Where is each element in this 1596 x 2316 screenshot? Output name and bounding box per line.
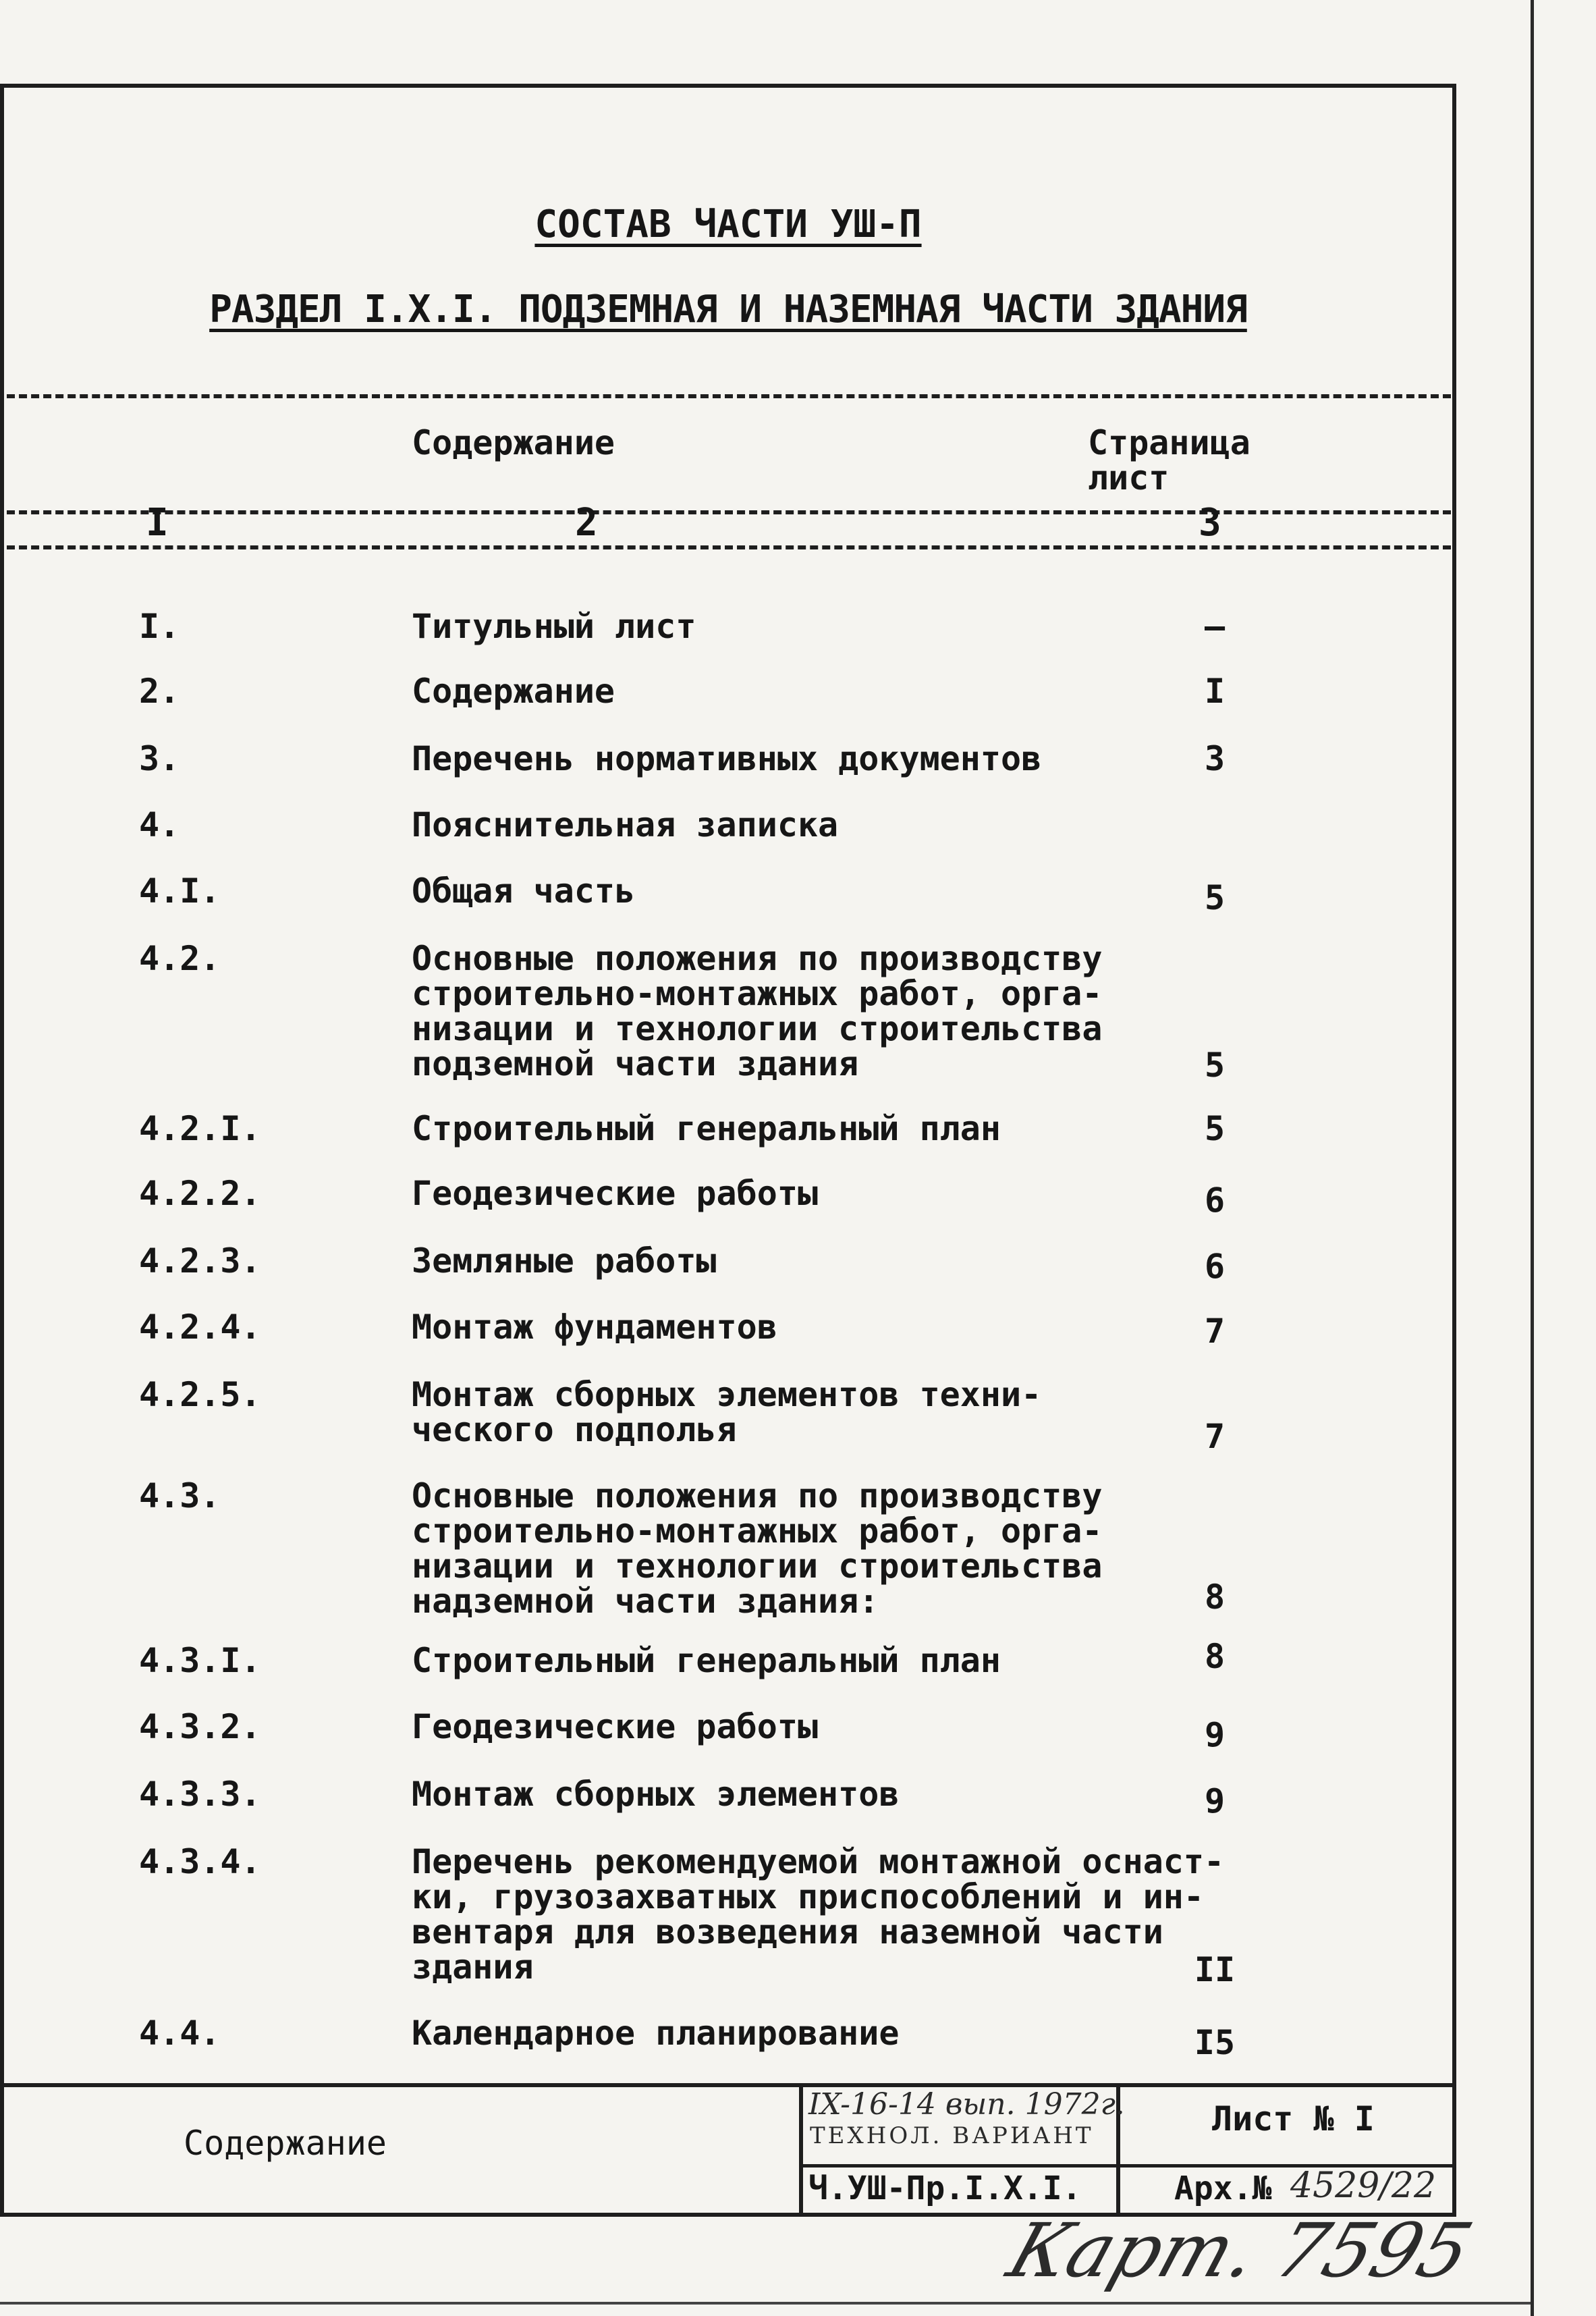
- toc-number: 4.2.I.: [139, 1109, 261, 1148]
- header-mid-rule: [7, 510, 1451, 514]
- toc-number: 4.2.5.: [139, 1375, 261, 1414]
- toc-text: Монтаж сборных элементов: [412, 1775, 900, 1814]
- toc-page: 9: [1204, 1781, 1226, 1821]
- toc-number: 4.3.: [139, 1476, 221, 1515]
- toc-number: 4.3.3.: [139, 1775, 261, 1814]
- toc-page: I5: [1194, 2023, 1236, 2062]
- toc-page: I: [1204, 672, 1226, 711]
- header-bottom-rule: [7, 545, 1451, 549]
- toc-number: 4.3.4.: [139, 1842, 261, 1881]
- toc-text: Строительный генеральный план: [412, 1109, 1001, 1148]
- toc-page: 9: [1204, 1715, 1226, 1754]
- toc-text: Геодезические работы: [412, 1707, 819, 1746]
- toc-text: Титульный лист: [412, 607, 696, 646]
- toc-number: 4.2.4.: [139, 1308, 261, 1347]
- stamp-top-line: [0, 2083, 1456, 2087]
- toc-text: Основные положения по производству строительно-монтажных работ, орга- низации и технологии строительства подземной части здания: [412, 939, 1103, 1083]
- toc-text: Геодезические работы: [412, 1174, 819, 1213]
- handwritten-signature: Карт. 7595: [998, 2207, 1483, 2294]
- column-number-2: 2: [575, 501, 598, 545]
- toc-page: 8: [1204, 1578, 1226, 1617]
- header-top-rule: [7, 394, 1451, 398]
- stamp-divider-left: [799, 2083, 803, 2217]
- toc-page: II: [1194, 1950, 1236, 1989]
- toc-text: Перечень рекомендуемой монтажной оснаст- ки, грузозахватных приспособлений и ин- вентаря для возведения наземной части здания: [412, 1842, 1225, 1987]
- toc-text: Пояснительная записка: [412, 805, 839, 844]
- toc-number: 2.: [139, 672, 180, 711]
- toc-number: 4.2.3.: [139, 1241, 261, 1281]
- toc-number: I.: [139, 607, 180, 646]
- stamp-series: IX-16-14 вып. 1972г.: [808, 2087, 1125, 2122]
- stamp-content-label: Содержание: [184, 2124, 387, 2163]
- stamp-archive-label: Арх.№: [1174, 2170, 1272, 2207]
- toc-text: Общая часть: [412, 871, 636, 911]
- toc-number: 4.3.I.: [139, 1641, 261, 1680]
- toc-text: Календарное планирование: [412, 2014, 900, 2053]
- column-number-3: 3: [1199, 501, 1221, 545]
- toc-page: 5: [1204, 878, 1226, 917]
- toc-number: 4.3.2.: [139, 1707, 261, 1746]
- toc-page: 8: [1204, 1637, 1226, 1676]
- toc-number: 4.I.: [139, 871, 221, 911]
- column-number-1: I: [146, 501, 169, 545]
- toc-page: –: [1204, 607, 1226, 646]
- toc-page: 7: [1204, 1417, 1226, 1456]
- stamp-variant: ТЕХНОЛ. ВАРИАНТ: [810, 2122, 1094, 2149]
- toc-page: 5: [1204, 1109, 1226, 1148]
- section-title: РАЗДЕЛ I.Х.I. ПОДЗЕМНАЯ И НАЗЕМНАЯ ЧАСТИ ЗДАНИЯ: [209, 288, 1247, 331]
- header-content: Содержание: [412, 423, 615, 462]
- toc-number: 4.2.: [139, 939, 221, 978]
- page-edge-right: [1531, 0, 1534, 2316]
- toc-page: 6: [1204, 1247, 1226, 1286]
- toc-page: 6: [1204, 1181, 1226, 1220]
- toc-text: Содержание: [412, 672, 615, 711]
- toc-number: 4.: [139, 805, 180, 844]
- stamp-sheet-label: Лист № I: [1212, 2099, 1375, 2138]
- document-title: СОСТАВ ЧАСТИ УШ-П: [534, 203, 922, 246]
- toc-text: Основные положения по производству строительно-монтажных работ, орга- низации и технологии строительства надземной части здания:: [412, 1476, 1103, 1621]
- stamp-section-code: Ч.УШ-Пр.I.Х.I.: [808, 2170, 1082, 2207]
- toc-page: 7: [1204, 1312, 1226, 1351]
- toc-text: Строительный генеральный план: [412, 1641, 1001, 1680]
- toc-page: 5: [1204, 1046, 1226, 1085]
- toc-text: Перечень нормативных документов: [412, 739, 1042, 778]
- toc-page: 3: [1204, 739, 1226, 778]
- toc-number: 3.: [139, 739, 180, 778]
- stamp-archive-number: 4529/22: [1290, 2165, 1437, 2206]
- header-page: Страница лист: [1088, 423, 1250, 497]
- page-edge-bottom: [0, 2302, 1531, 2305]
- toc-text: Земляные работы: [412, 1241, 717, 1281]
- toc-text: Монтаж фундаментов: [412, 1308, 777, 1347]
- toc-text: Монтаж сборных элементов техни- ческого подполья: [412, 1375, 1042, 1449]
- toc-number: 4.4.: [139, 2014, 221, 2053]
- toc-number: 4.2.2.: [139, 1174, 261, 1213]
